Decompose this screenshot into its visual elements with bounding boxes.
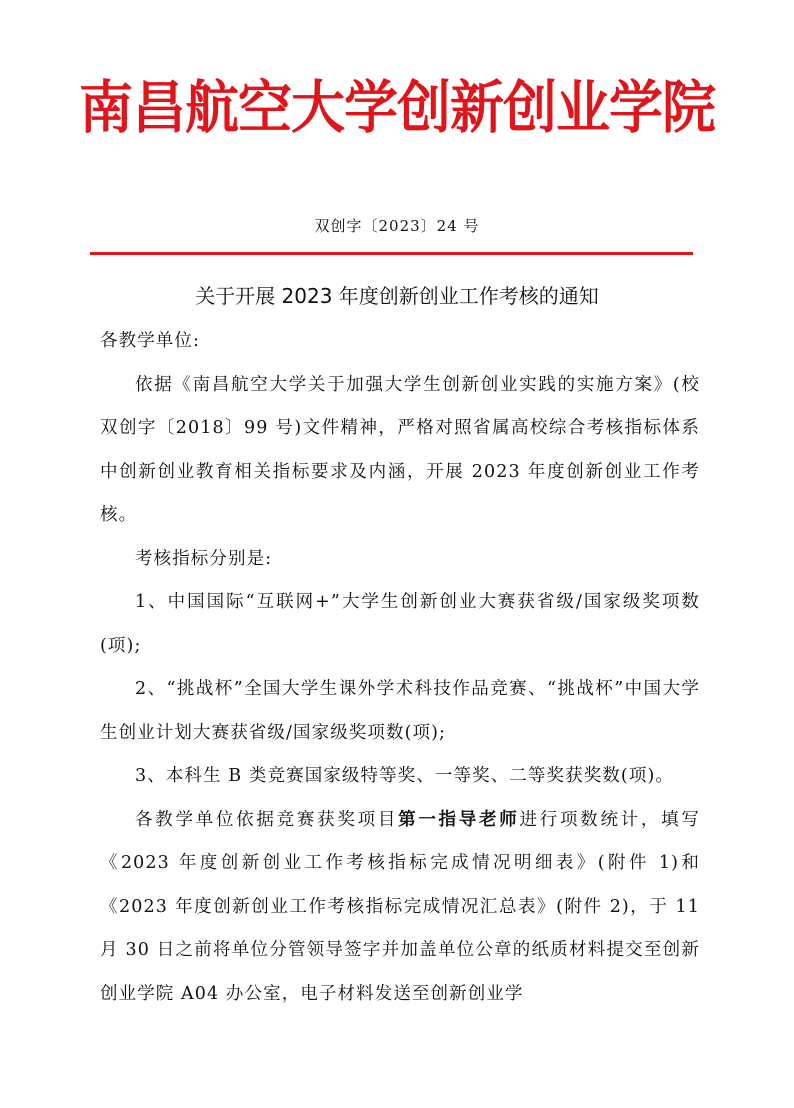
notice-title: 关于开展 2023 年度创新创业工作考核的通知 [195, 284, 599, 308]
organization-header: 南昌航空大学创新创业学院 [79, 74, 715, 141]
instructions-text-end: 进行项数统计，填写《2023 年度创新创业工作考核指标完成情况明细表》(附件 1)和《2023 年度创新创业工作考核指标完成情况汇总表》(附件 2)，于 11 月 30 日之前将单位分管领导签字并加盖单位公章的纸质材料提交至创新创业学院 A04 办公室，电子材料发送至创新创业学 [100, 809, 700, 1004]
salutation: 各教学单位: [100, 331, 200, 351]
paragraph-instructions [100, 799, 700, 1017]
indicators-intro: 考核指标分别是: [135, 548, 273, 569]
notice-body [100, 320, 700, 1016]
indicator-item-3: 3、本科生 B 类竞赛国家级特等奖、一等奖、二等奖获奖数(项)。 [135, 766, 674, 786]
document-number: 双创字〔2023〕24 号 [314, 217, 480, 235]
instructions-text-start: 各教学单位依据竞赛获奖项目 [135, 809, 399, 830]
red-divider-line [90, 252, 693, 255]
paragraph-basis: 依据《南昌航空大学关于加强大学生创新创业实践的实施方案》(校双创字〔2018〕99 号)文件精神，严格对照省属高校综合考核指标体系中创新创业教育相关指标要求及内涵，开展 2023 年度创新创业工作考核。 [100, 374, 700, 525]
first-advisor-emphasis: 第一指导老师 [398, 809, 520, 830]
indicator-item-1: 1、中国国际“互联网+”大学生创新创业大赛获省级/国家级奖项数(项); [100, 592, 700, 656]
indicator-item-2: 2、“挑战杯”全国大学生课外学术科技作品竞赛、“挑战杯”中国大学生创业计划大赛获省级/国家级奖项数(项); [100, 679, 700, 743]
